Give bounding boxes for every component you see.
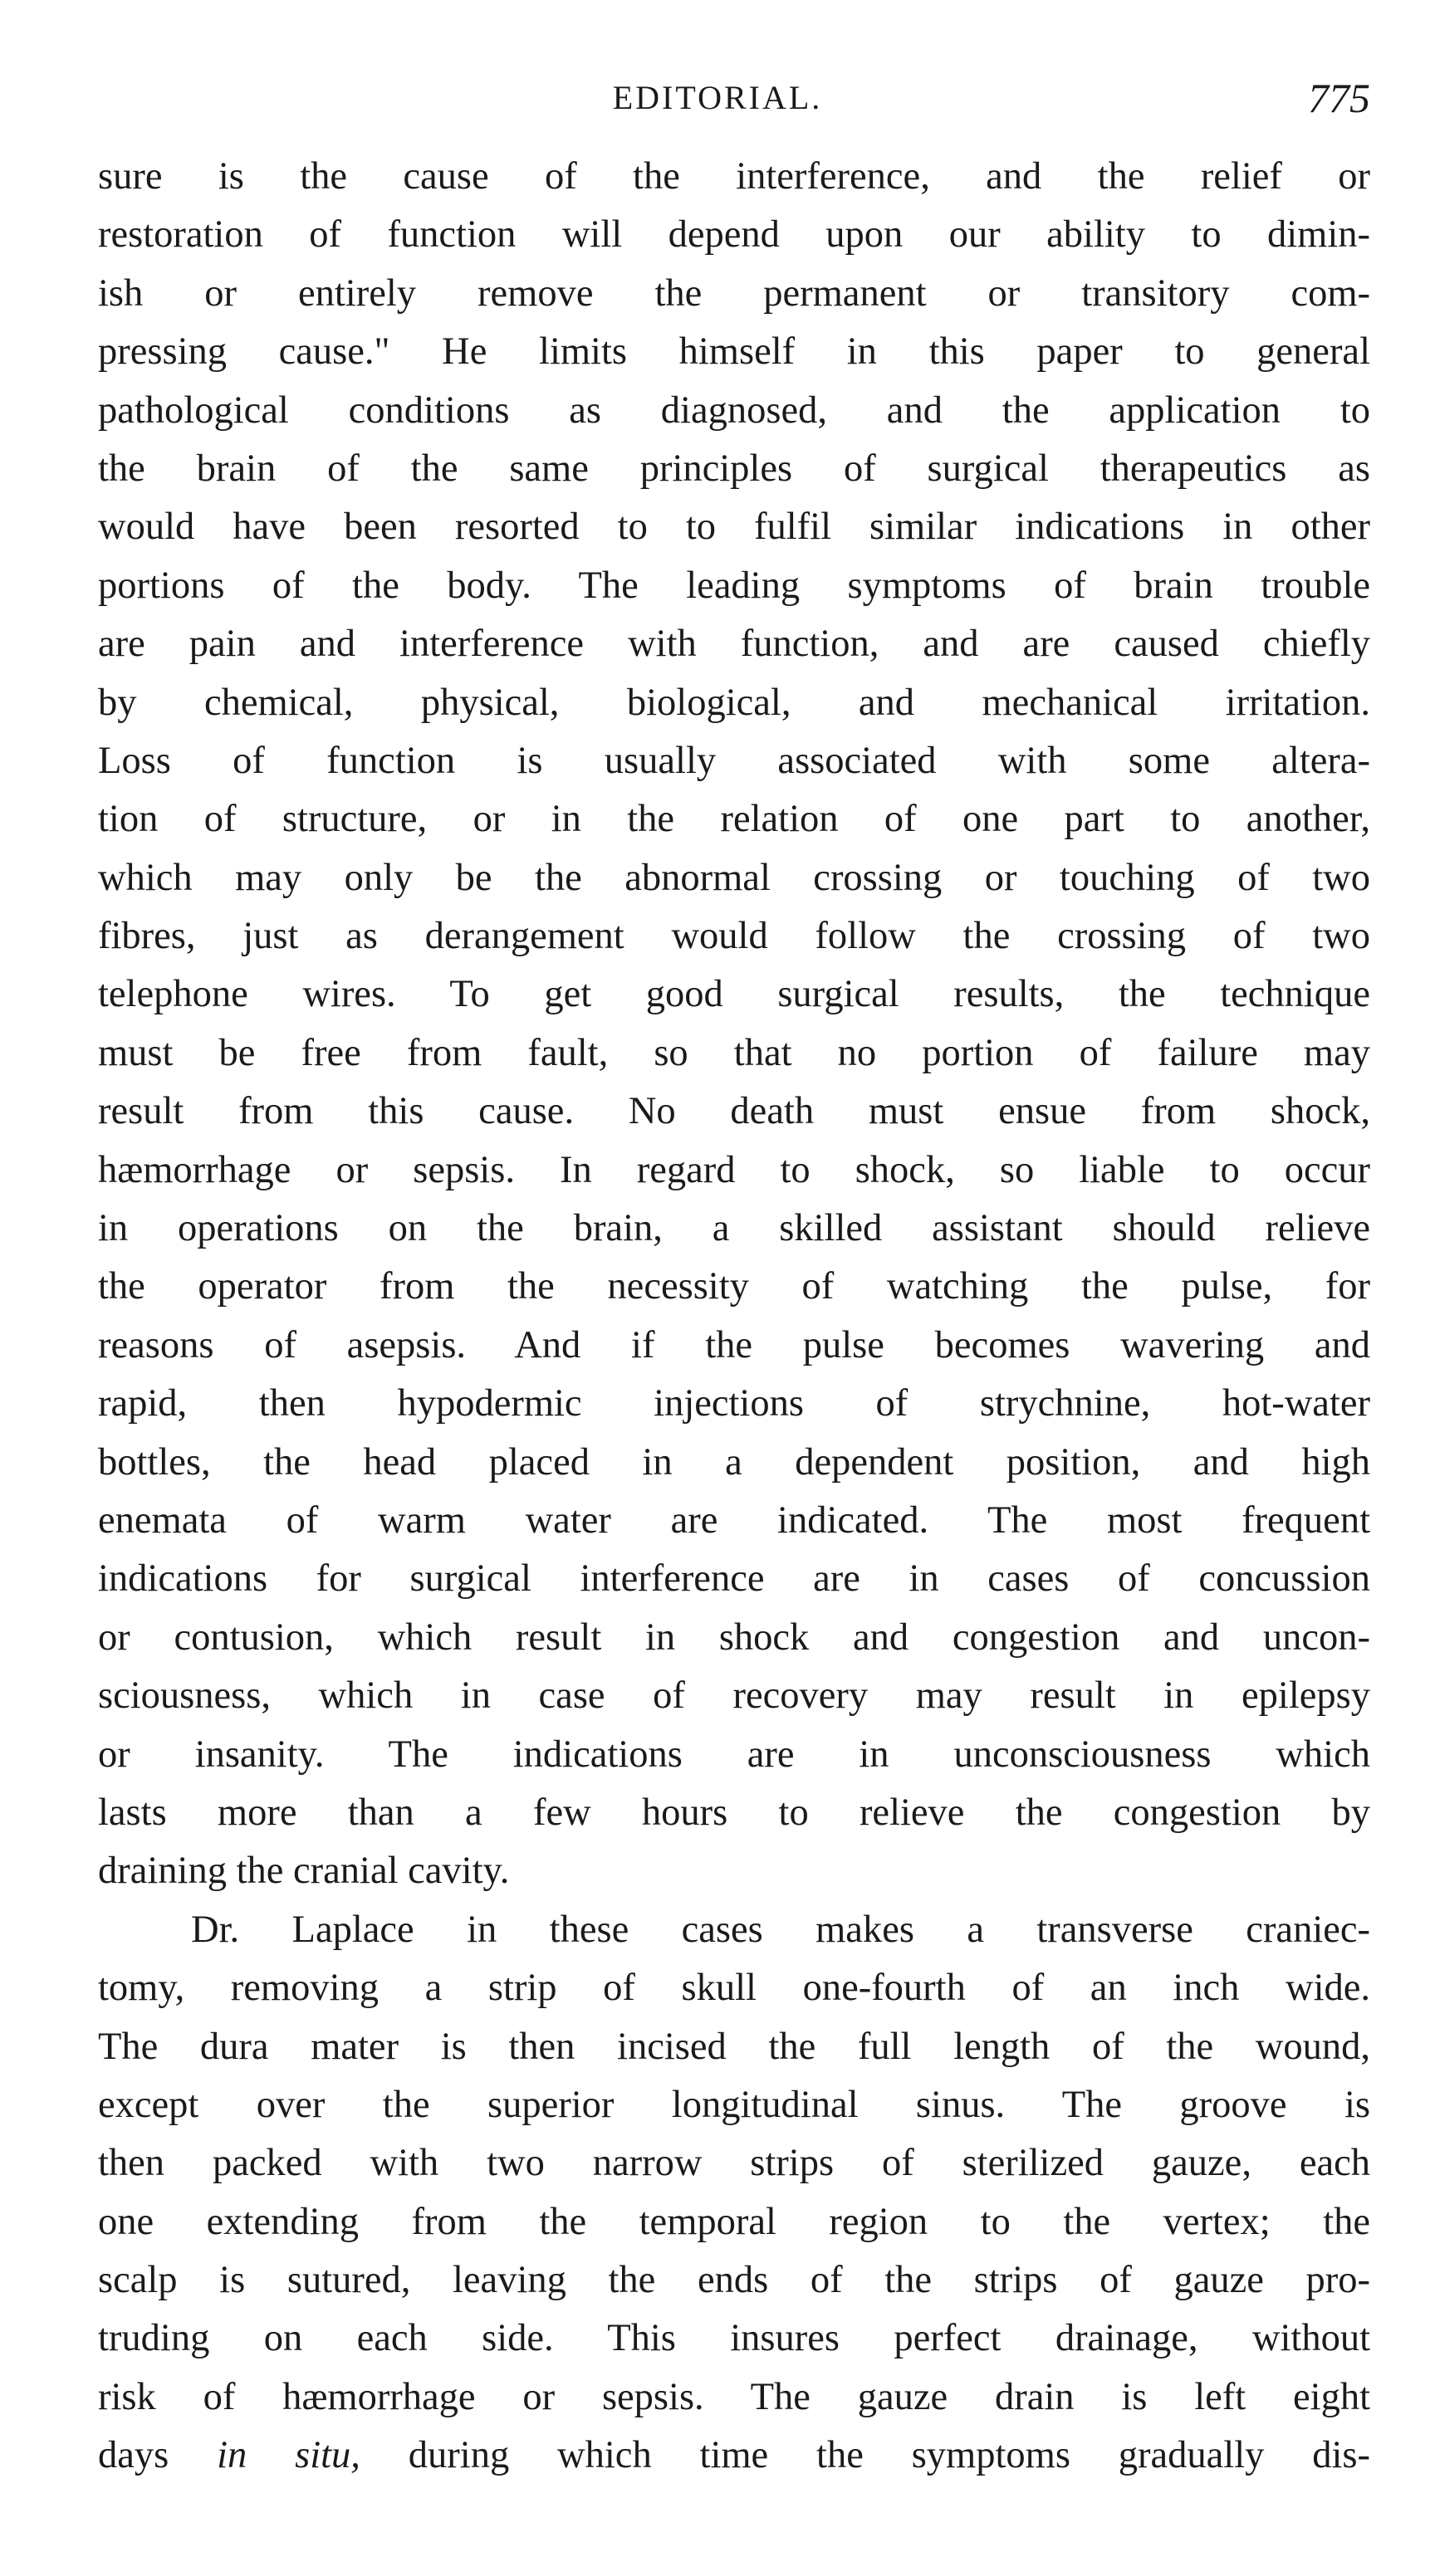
text-line: tion of structure, or in the relation of one part to another,	[98, 798, 1370, 841]
text-line: by chemical, physical, biological, and mechanical irritation.	[98, 681, 1370, 724]
text-line: must be free from fault, so that no portion of failure may	[98, 1031, 1370, 1074]
page-number: 775	[1308, 75, 1370, 121]
text-line: which may only be the abnormal crossing or touching of two	[98, 856, 1370, 899]
text-line: restoration of function will depend upon our ability to dimin-	[98, 213, 1370, 257]
text-line: sciousness, which in case of recovery may result in epilepsy	[98, 1674, 1370, 1718]
running-title: EDITORIAL.	[612, 79, 823, 116]
text-line-final	[98, 2427, 1370, 2485]
text-segment: during which time the symptoms gradually dis-	[360, 2434, 1370, 2477]
text-line: indications for surgical interference are in cases of concussion	[98, 1557, 1370, 1601]
paragraph-first-line: Dr. Laplace in these cases makes a transverse craniec-	[191, 1908, 1370, 1951]
text-line: Loss of function is usually associated with some altera-	[98, 739, 1370, 782]
text-line: reasons of asepsis. And if the pulse becomes wavering and	[98, 1323, 1370, 1366]
text-line: telephone wires. To get good surgical results, the technique	[98, 973, 1370, 1016]
text-line: portions of the body. The leading symptoms of brain trouble	[98, 564, 1370, 607]
text-line: fibres, just as derangement would follow the crossing of two	[98, 915, 1370, 958]
text-line: The dura mater is then incised the full length of the wound,	[98, 2025, 1370, 2068]
text-line: pathological conditions as diagnosed, and the application to	[98, 389, 1370, 432]
running-head	[0, 73, 1435, 123]
text-line: are pain and interference with function, and are caused chiefly	[98, 623, 1370, 666]
text-line: sure is the cause of the interference, and the relief or	[98, 155, 1370, 198]
text-line: pressing cause." He limits himself in this paper to general	[98, 330, 1370, 374]
text-line: result from this cause. No death must ensue from shock,	[98, 1090, 1370, 1133]
text-line: one extending from the temporal region to the vertex; the	[98, 2200, 1370, 2243]
text-line: or insanity. The indications are in unconsciousness which	[98, 1733, 1370, 1776]
text-line: then packed with two narrow strips of sterilized gauze, each	[98, 2142, 1370, 2185]
text-line: risk of hæmorrhage or sepsis. The gauze drain is left eight	[98, 2375, 1370, 2418]
text-line: enemata of warm water are indicated. The most frequent	[98, 1498, 1370, 1542]
text-line: lasts more than a few hours to relieve the congestion by	[98, 1791, 1370, 1834]
text-line: rapid, then hypodermic injections of strychnine, hot-water	[98, 1382, 1370, 1425]
text-line: the operator from the necessity of watching the pulse, for	[98, 1265, 1370, 1308]
text-line: the brain of the same principles of surgical therapeutics as	[98, 447, 1370, 490]
paragraph-end-line: draining the cranial cavity.	[98, 1850, 510, 1893]
text-line: tomy, removing a strip of skull one-fourth of an inch wide.	[98, 1967, 1370, 2010]
text-line: except over the superior longitudinal sinus. The groove is	[98, 2083, 1370, 2126]
text-line: or contusion, which result in shock and congestion and uncon-	[98, 1615, 1370, 1659]
text-line: in operations on the brain, a skilled assistant should relieve	[98, 1207, 1370, 1250]
text-line: truding on each side. This insures perfect drainage, without	[98, 2317, 1370, 2360]
text-line: bottles, the head placed in a dependent position, and high	[98, 1440, 1370, 1484]
text-line: ish or entirely remove the permanent or transitory com-	[98, 271, 1370, 315]
text-segment: days	[98, 2434, 218, 2477]
italic-phrase: in situ,	[217, 2434, 360, 2477]
text-line: would have been resorted to to fulfil similar indications in other	[98, 506, 1370, 549]
text-line: hæmorrhage or sepsis. In regard to shock, so liable to occur	[98, 1148, 1370, 1191]
body-text	[98, 148, 1370, 2486]
text-line: scalp is sutured, leaving the ends of the strips of gauze pro-	[98, 2259, 1370, 2302]
